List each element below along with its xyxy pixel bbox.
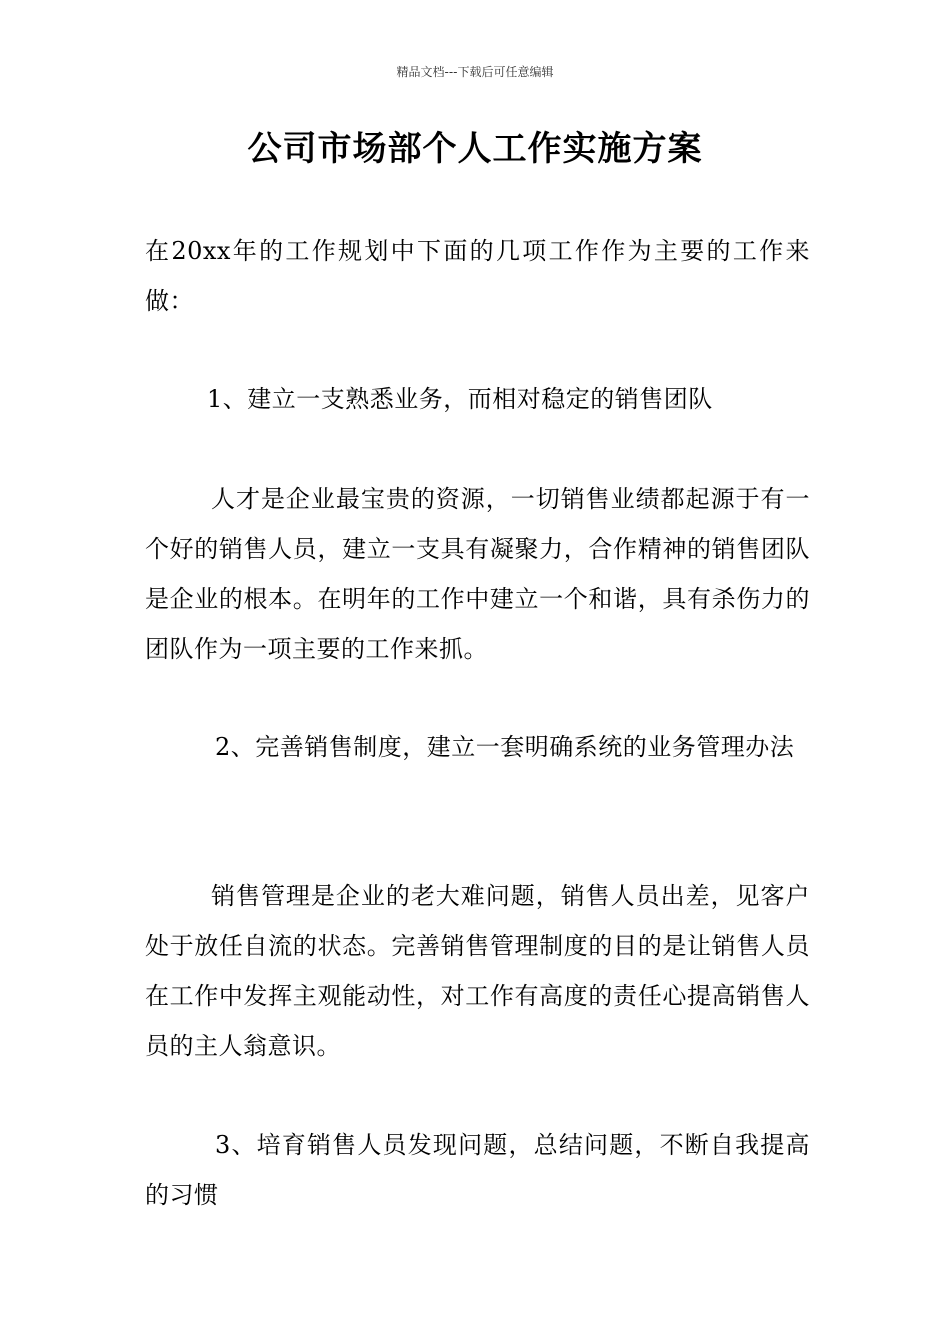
header-note: 精品文档---下载后可任意编辑 bbox=[396, 65, 554, 79]
section-1-body: 人才是企业最宝贵的资源，一切销售业绩都起源于有一个好的销售人员，建立一支具有凝聚力，合作精神的销售团队是企业的根本。在明年的工作中建立一个和谐，具有杀伤力的团队作为一项主要的工作来抓。 bbox=[145, 485, 810, 663]
section-3-heading: 3、培育销售人员发现问题，总结问题，不断自我提高的习惯 bbox=[145, 1131, 810, 1209]
intro-paragraph: 在20xx年的工作规划中下面的几项工作作为主要的工作来做： bbox=[145, 237, 810, 315]
section-1-heading: 1、建立一支熟悉业务，而相对稳定的销售团队 bbox=[207, 385, 713, 413]
document-title: 公司市场部个人工作实施方案 bbox=[247, 129, 703, 169]
section-2-body: 销售管理是企业的老大难问题，销售人员出差，见客户处于放任自流的状态。完善销售管理制度的目的是让销售人员在工作中发挥主观能动性，对工作有高度的责任心提高销售人员的主人翁意识。 bbox=[145, 882, 810, 1060]
section-2-heading: 2、完善销售制度，建立一套明确系统的业务管理办法 bbox=[215, 733, 795, 761]
